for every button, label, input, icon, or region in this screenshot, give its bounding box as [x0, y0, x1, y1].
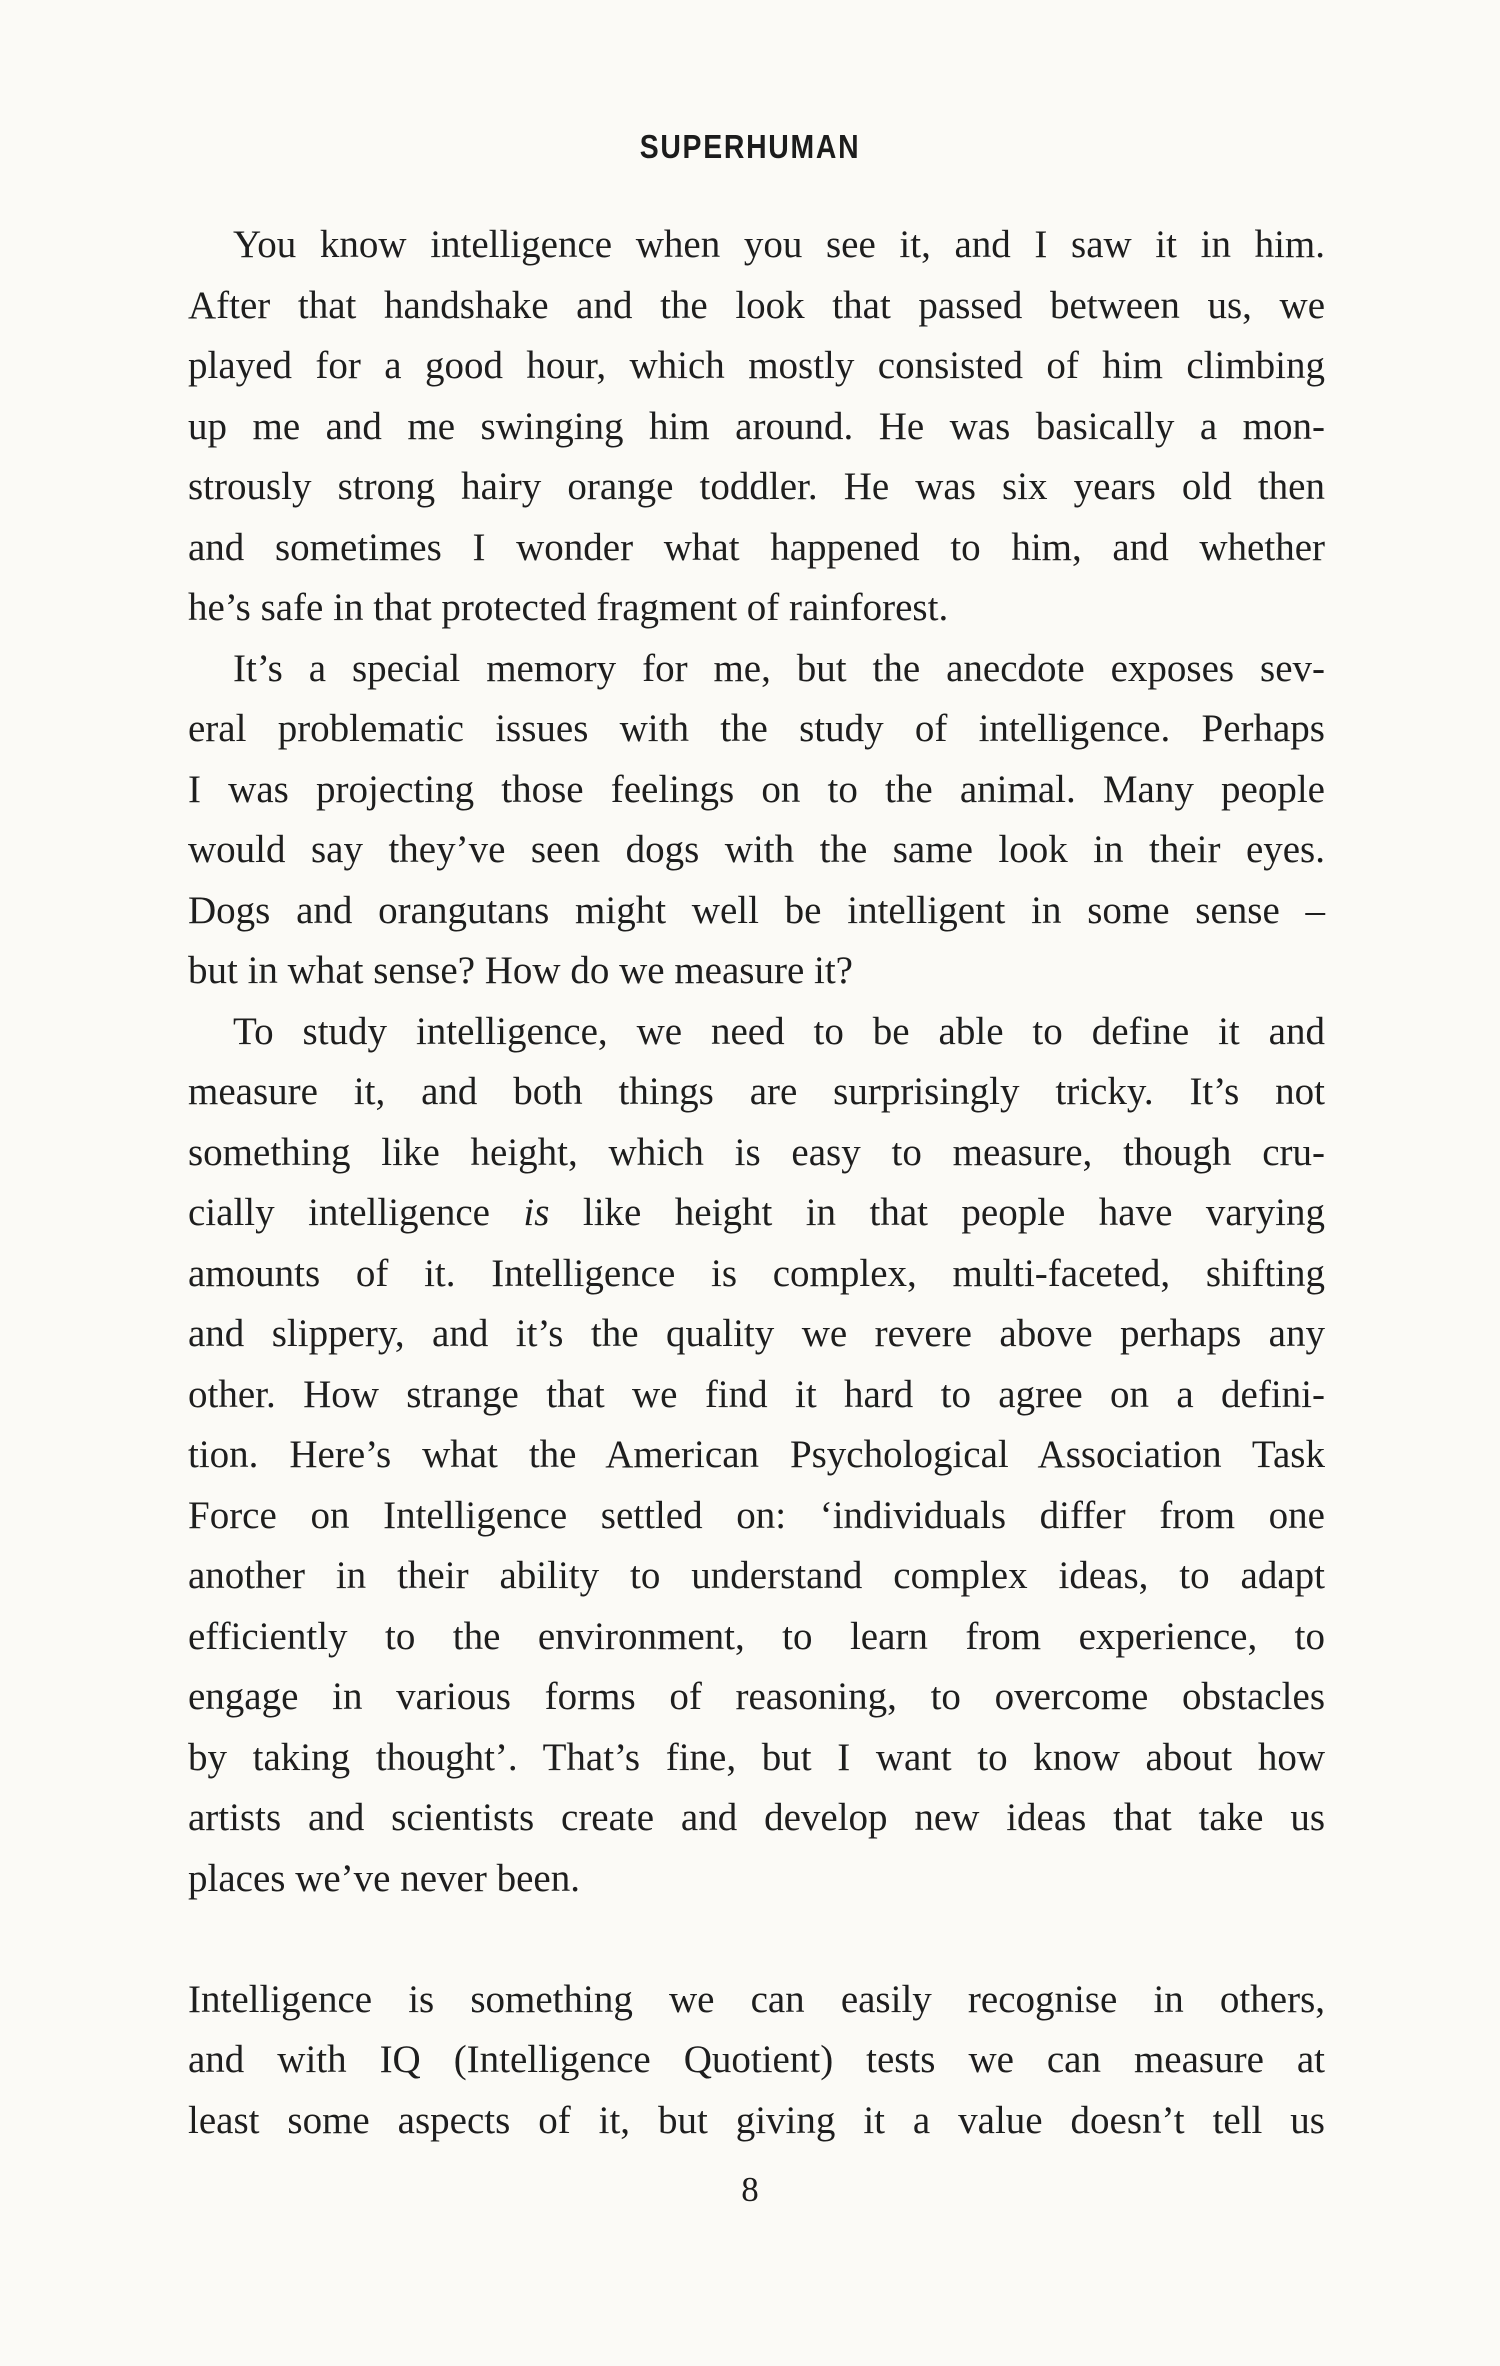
- text-line: up me and me swinging him around. He was basically a mon-: [188, 404, 1325, 448]
- text-line: tion. Here’s what the American Psychological Association Task: [188, 1433, 1325, 1476]
- text-line: and with IQ (Intelligence Quotient) tests we can measure at: [188, 2038, 1325, 2081]
- text-line: other. How strange that we find it hard to agree on a defini-: [188, 1372, 1325, 1416]
- text-line: least some aspects of it, but giving it a value doesn’t tell us: [188, 2098, 1325, 2142]
- text-line: and slippery, and it’s the quality we revere above perhaps any: [188, 1312, 1325, 1355]
- text-line: measure it, and both things are surprisingly tricky. It’s not: [188, 1070, 1325, 1113]
- running-head: SUPERHUMAN: [639, 128, 861, 165]
- text-line: but in what sense? How do we measure it?: [188, 949, 853, 992]
- text-line: Dogs and orangutans might well be intelligent in some sense –: [188, 888, 1325, 932]
- text-line: artists and scientists create and develop new ideas that take us: [188, 1796, 1325, 1839]
- text-line: would say they’ve seen dogs with the same look in their eyes.: [188, 828, 1325, 871]
- text-line: and sometimes I wonder what happened to him, and whether: [188, 525, 1325, 569]
- text-line: another in their ability to understand complex ideas, to adapt: [188, 1554, 1325, 1597]
- paragraph-gap: [188, 1909, 1325, 1970]
- text-line: strously strong hairy orange toddler. He was six years old then: [188, 465, 1325, 508]
- body-text: [188, 215, 1325, 2151]
- page-number: 8: [741, 2170, 759, 2209]
- text-line: efficiently to the environment, to learn from experience, to: [188, 1614, 1325, 1658]
- text-line: engage in various forms of reasoning, to overcome obstacles: [188, 1675, 1325, 1718]
- emphasis: is: [523, 1191, 550, 1234]
- text-line: he’s safe in that protected fragment of rainforest.: [188, 586, 949, 629]
- text-line: places we’ve never been.: [188, 1856, 580, 1900]
- text-line: by taking thought’. That’s fine, but I want to know about how: [188, 1735, 1325, 1779]
- text-line: something like height, which is easy to measure, though cru-: [188, 1130, 1325, 1174]
- text-line: played for a good hour, which mostly consisted of him climbing: [188, 344, 1325, 387]
- text-line: I was projecting those feelings on to the animal. Many people: [188, 767, 1325, 811]
- text-line: It’s a special memory for me, but the anecdote exposes sev-: [233, 646, 1325, 690]
- text-line: To study intelligence, we need to be able to define it and: [233, 1009, 1325, 1053]
- text-line: You know intelligence when you see it, and I saw it in him.: [233, 223, 1325, 266]
- text-line: eral problematic issues with the study of intelligence. Perhaps: [188, 707, 1325, 750]
- text-line: Intelligence is something we can easily recognise in others,: [188, 1977, 1325, 2021]
- text-line: amounts of it. Intelligence is complex, multi-faceted, shifting: [188, 1251, 1325, 1295]
- text-line: Force on Intelligence settled on: ‘individuals differ from one: [188, 1493, 1325, 1537]
- text-line: cially intelligence is like height in that people have varying: [188, 1191, 1325, 1234]
- text-line: After that handshake and the look that passed between us, we: [188, 283, 1325, 327]
